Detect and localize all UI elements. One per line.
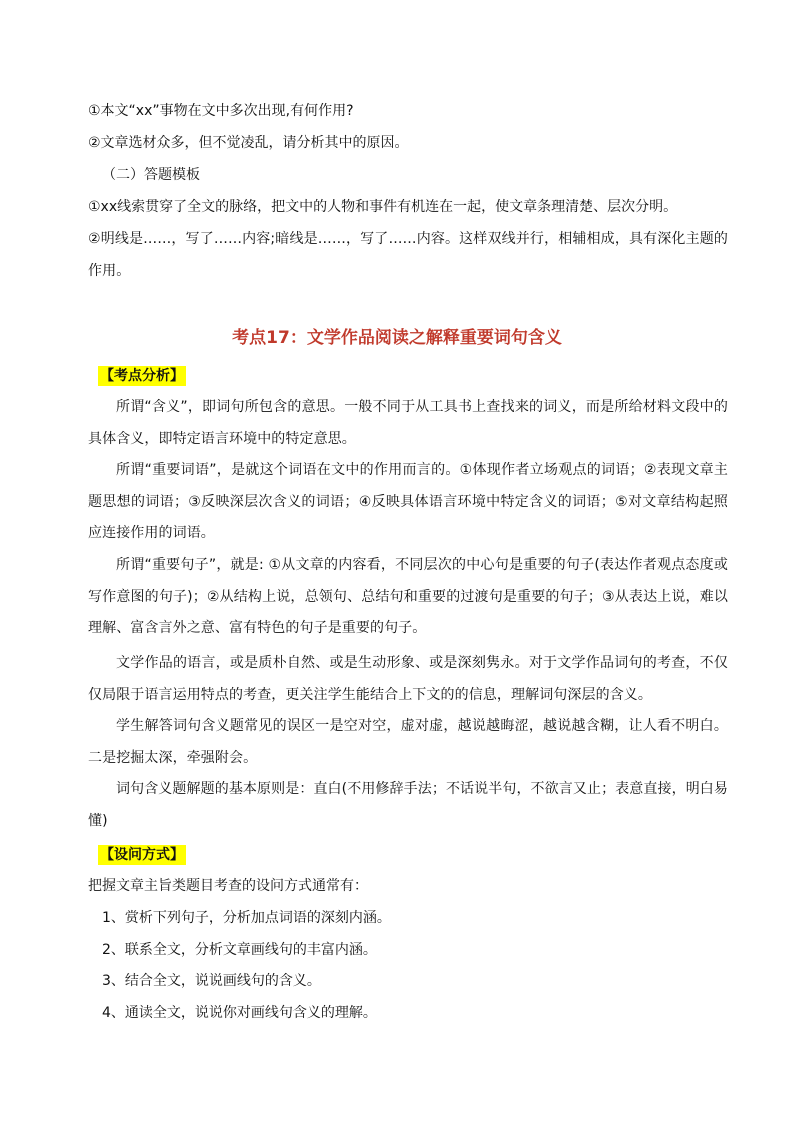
question-type-item: 4、通读全文，说说你对画线句含义的理解。	[102, 1005, 377, 1021]
analysis-paragraph-4: 文学作品的语言，或是质朴自然、或是生动形象、或是深刻隽永。对于文学作品词句的考查，不仅仅局限于语言运用特点的考查，更关注学生能结合上下文的的信息，理解词句深层的含义。	[88, 655, 728, 703]
analysis-paragraph-3: 所谓“重要句子”，就是: ①从文章的内容看，不同层次的中心句是重要的句子(表达作者观点态度或写作意图的句子)；②从结构上说，总领句、总结句和重要的过渡句是重要的句子；③从表达上说，难以理解、富含言外之意、富有特色的句子是重要的句子。	[88, 557, 728, 636]
analysis-paragraph-1: 所谓“含义”，即词句所包含的意思。一般不同于从工具书上查找来的词义，而是所给材料文段中的具体含义，即特定语言环境中的特定意思。	[88, 399, 728, 447]
template-heading: （二）答题模板	[102, 167, 200, 183]
question-1: ①本文“xx”事物在文中多次出现,有何作用?	[88, 103, 354, 119]
answer-template-1: ①xx线索贯穿了全文的脉络，把文中的人物和事件有机连在一起，使文章条理清楚、层次分明。	[88, 199, 678, 215]
question-type-item: 1、赏析下列句子，分析加点词语的深刻内涵。	[102, 910, 391, 926]
analysis-tag: 【考点分析】	[100, 368, 184, 384]
question-type-item: 2、联系全文，分析文章画线句的丰富内涵。	[102, 942, 377, 958]
question-types-tag: 【设问方式】	[100, 847, 184, 863]
answer-template-2: ②明线是……，写了……内容;暗线是……，写了……内容。这样双线并行，相辅相成，具有深化主题的作用。	[88, 231, 728, 279]
analysis-paragraph-6: 词句含义题解题的基本原则是：直白(不用修辞手法；不话说半句，不欲言又止；表意直接，明白易懂)	[88, 781, 728, 829]
analysis-paragraph-5: 学生解答词句含义题常见的误区一是空对空，虚对虚，越说越晦涩，越说越含糊，让人看不明白。二是挖掘太深，牵强附会。	[88, 718, 728, 766]
question-2: ②文章选材众多，但不觉凌乱，请分析其中的原因。	[88, 135, 409, 151]
question-types-intro: 把握文章主旨类题目考查的设问方式通常有：	[88, 878, 368, 894]
section-title: 考点17：文学作品阅读之解释重要词句含义	[232, 328, 562, 348]
analysis-paragraph-2: 所谓“重要词语”，是就这个词语在文中的作用而言的。①体现作者立场观点的词语；②表现文章主题思想的词语；③反映深层次含义的词语；④反映具体语言环境中特定含义的词语；⑤对文章结构起照应连接作用的词语。	[88, 462, 728, 541]
question-type-item: 3、结合全文，说说画线句的含义。	[102, 973, 321, 989]
